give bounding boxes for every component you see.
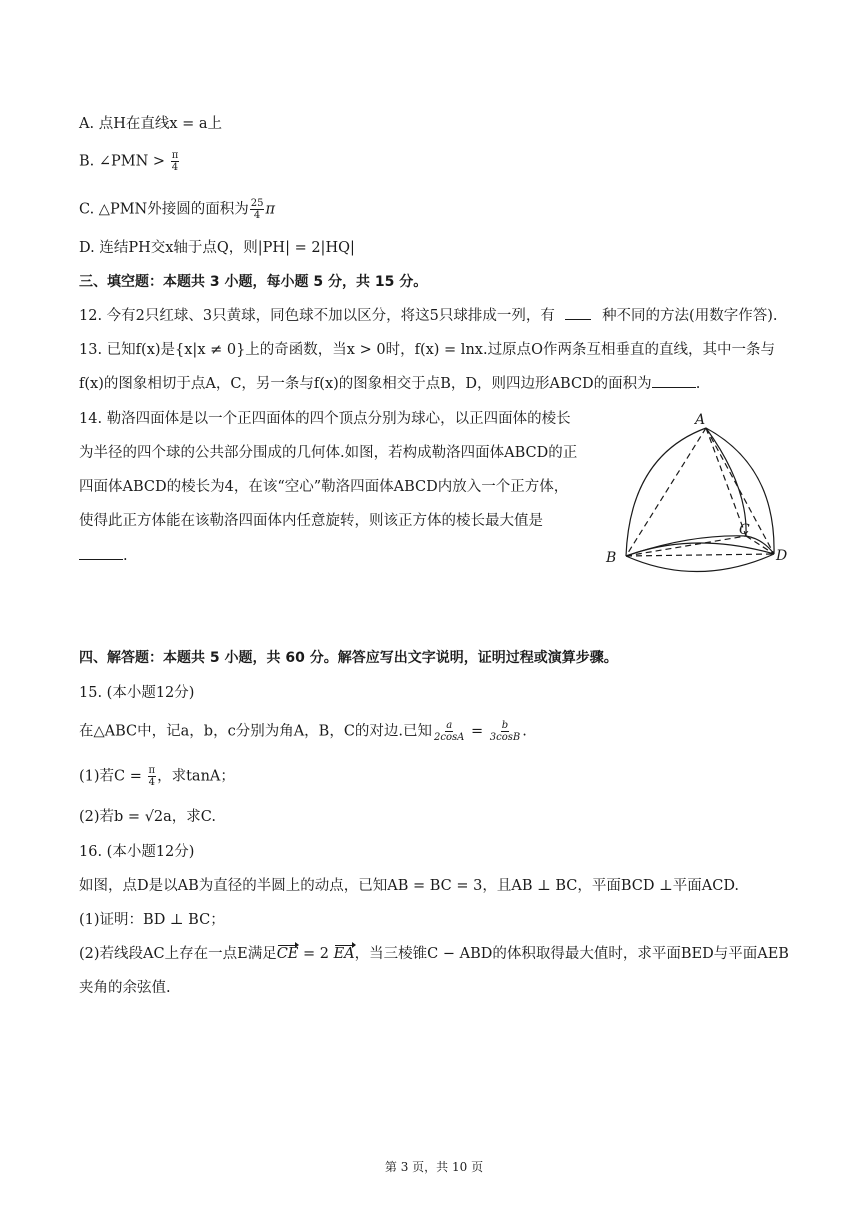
q14-answer-blank bbox=[79, 547, 123, 560]
q11-option-c-fraction bbox=[250, 198, 265, 221]
figure-edge-ab bbox=[626, 428, 706, 556]
q11-option-b-prefix: B. ∠PMN > bbox=[79, 153, 166, 170]
q12-answer-blank bbox=[565, 307, 591, 320]
q16-part-2-prefix: (2)若线段AC上存在一点E满足 bbox=[79, 946, 277, 962]
figure-edge-bc bbox=[626, 536, 746, 556]
fraction-denominator: 4 bbox=[253, 210, 261, 221]
q12-stem: 12. 今有2只红球、3只黄球，同色球不加以区分，将这5只球排成一列，有 bbox=[79, 308, 555, 324]
q11-option-b-fraction bbox=[171, 150, 180, 173]
q11-option-c-suffix: π bbox=[265, 201, 276, 218]
q15-stem-prefix: 在△ABC中，记a，b，c分别为角A，B，C的对边.已知 bbox=[79, 723, 433, 740]
q15-part-2: (2)若b = √2a，求C. bbox=[79, 809, 216, 825]
q16-part-1: (1)证明：BD ⊥ BC； bbox=[79, 912, 225, 928]
fraction-denominator: 3cosB bbox=[489, 732, 521, 743]
fraction-denominator: 4 bbox=[171, 162, 179, 173]
q16-part-2-mid: = 2 bbox=[298, 946, 334, 962]
q13-line-2-text: f(x)的图象相切于点A，C，另一条与f(x)的图象相交于点B，D，则四边形ABCD的面积为 bbox=[79, 376, 652, 392]
figure-label-c: C bbox=[739, 522, 750, 538]
q11-option-a: A. 点H在直线x = a上 bbox=[79, 116, 223, 132]
q16-heading: 16. (本小题12分) bbox=[79, 844, 195, 860]
q14-line-1: 14. 勒洛四面体是以一个正四面体的四个顶点分别为球心，以正四面体的棱长 bbox=[79, 411, 571, 427]
q14-line-3: 四面体ABCD的棱长为4，在该“空心”勒洛四面体ABCD内放入一个正方体， bbox=[79, 479, 569, 495]
figure-label-d: D bbox=[776, 548, 788, 564]
figure-edge-bd bbox=[626, 554, 774, 556]
q15-heading: 15. (本小题12分) bbox=[79, 685, 195, 701]
reuleaux-tetrahedron-figure bbox=[598, 406, 798, 578]
q14-line-4: 使得此正方体能在该勒洛四面体内任意旋转，则该正方体的棱长最大值是 bbox=[79, 513, 543, 529]
q11-option-d: D. 连结PH交x轴于点Q，则|PH| = 2|HQ| bbox=[79, 240, 355, 256]
q14-line-2: 为半径的四个球的公共部分围成的几何体.如图，若构成勒洛四面体ABCD的正 bbox=[79, 445, 578, 461]
vector-ce: CE bbox=[276, 946, 299, 962]
q15-fraction-a bbox=[433, 720, 465, 743]
vector-ea: EA bbox=[333, 946, 355, 962]
q16-stem: 如图，点D是以AB为直径的半圆上的动点，已知AB = BC = 3，且AB ⊥ BC，平面BCD ⊥平面ACD. bbox=[79, 878, 740, 894]
q12-text bbox=[79, 306, 778, 326]
fraction-denominator: 2cosA bbox=[434, 732, 465, 743]
q13-line-2 bbox=[79, 374, 700, 394]
page-footer: 第 3 页，共 10 页 bbox=[384, 1160, 484, 1174]
q15-stem-end: . bbox=[522, 723, 527, 740]
q15-part-1 bbox=[79, 765, 235, 788]
figure-edge-ac bbox=[706, 428, 746, 536]
q15-part-1-suffix: ，求tanA； bbox=[157, 768, 235, 785]
q16-part-2-line-2: 夹角的余弦值. bbox=[79, 980, 171, 996]
q14-line-5-end: . bbox=[123, 548, 128, 564]
q12-tail: 种不同的方法(用数字作答). bbox=[602, 308, 778, 324]
section-4-heading: 四、解答题：本题共 5 小题，共 60 分。解答应写出文字说明，证明过程或演算步骤。 bbox=[79, 650, 618, 666]
q15-stem bbox=[79, 720, 527, 743]
q15-equals: = bbox=[470, 723, 484, 740]
q14-line-5 bbox=[79, 546, 128, 566]
figure-label-a: A bbox=[695, 412, 706, 428]
q15-part-1-prefix: (1)若C = bbox=[79, 768, 142, 785]
figure-arc-ac bbox=[706, 428, 746, 536]
q15-part-1-fraction bbox=[148, 765, 157, 788]
fraction-denominator: 4 bbox=[148, 777, 155, 788]
q16-part-2-suffix: ，当三棱锥C − ABD的体积取得最大值时，求平面BED与平面AEB bbox=[354, 946, 789, 962]
section-3-heading: 三、填空题：本题共 3 小题，每小题 5 分，共 15 分。 bbox=[79, 274, 428, 290]
fraction-numerator: π bbox=[148, 765, 156, 776]
q16-part-2 bbox=[79, 944, 789, 964]
figure-arc-bd-front bbox=[626, 554, 774, 572]
q11-option-c-prefix: C. △PMN外接圆的面积为 bbox=[79, 201, 249, 218]
figure-label-b: B bbox=[606, 550, 617, 566]
fraction-numerator: π bbox=[171, 150, 179, 161]
q11-option-b bbox=[79, 150, 180, 173]
q13-answer-blank bbox=[652, 375, 696, 388]
fraction-numerator: a bbox=[446, 720, 453, 731]
fraction-numerator: 25 bbox=[250, 198, 264, 209]
q15-fraction-b bbox=[489, 720, 521, 743]
fraction-numerator: b bbox=[501, 720, 509, 731]
q11-option-c bbox=[79, 198, 275, 221]
q13-line-2-end: . bbox=[695, 376, 701, 392]
q13-line-1: 13. 已知f(x)是{x|x ≠ 0}上的奇函数，当x > 0时，f(x) = lnx.过原点O作两条互相垂直的直线，其中一条与 bbox=[79, 342, 775, 358]
